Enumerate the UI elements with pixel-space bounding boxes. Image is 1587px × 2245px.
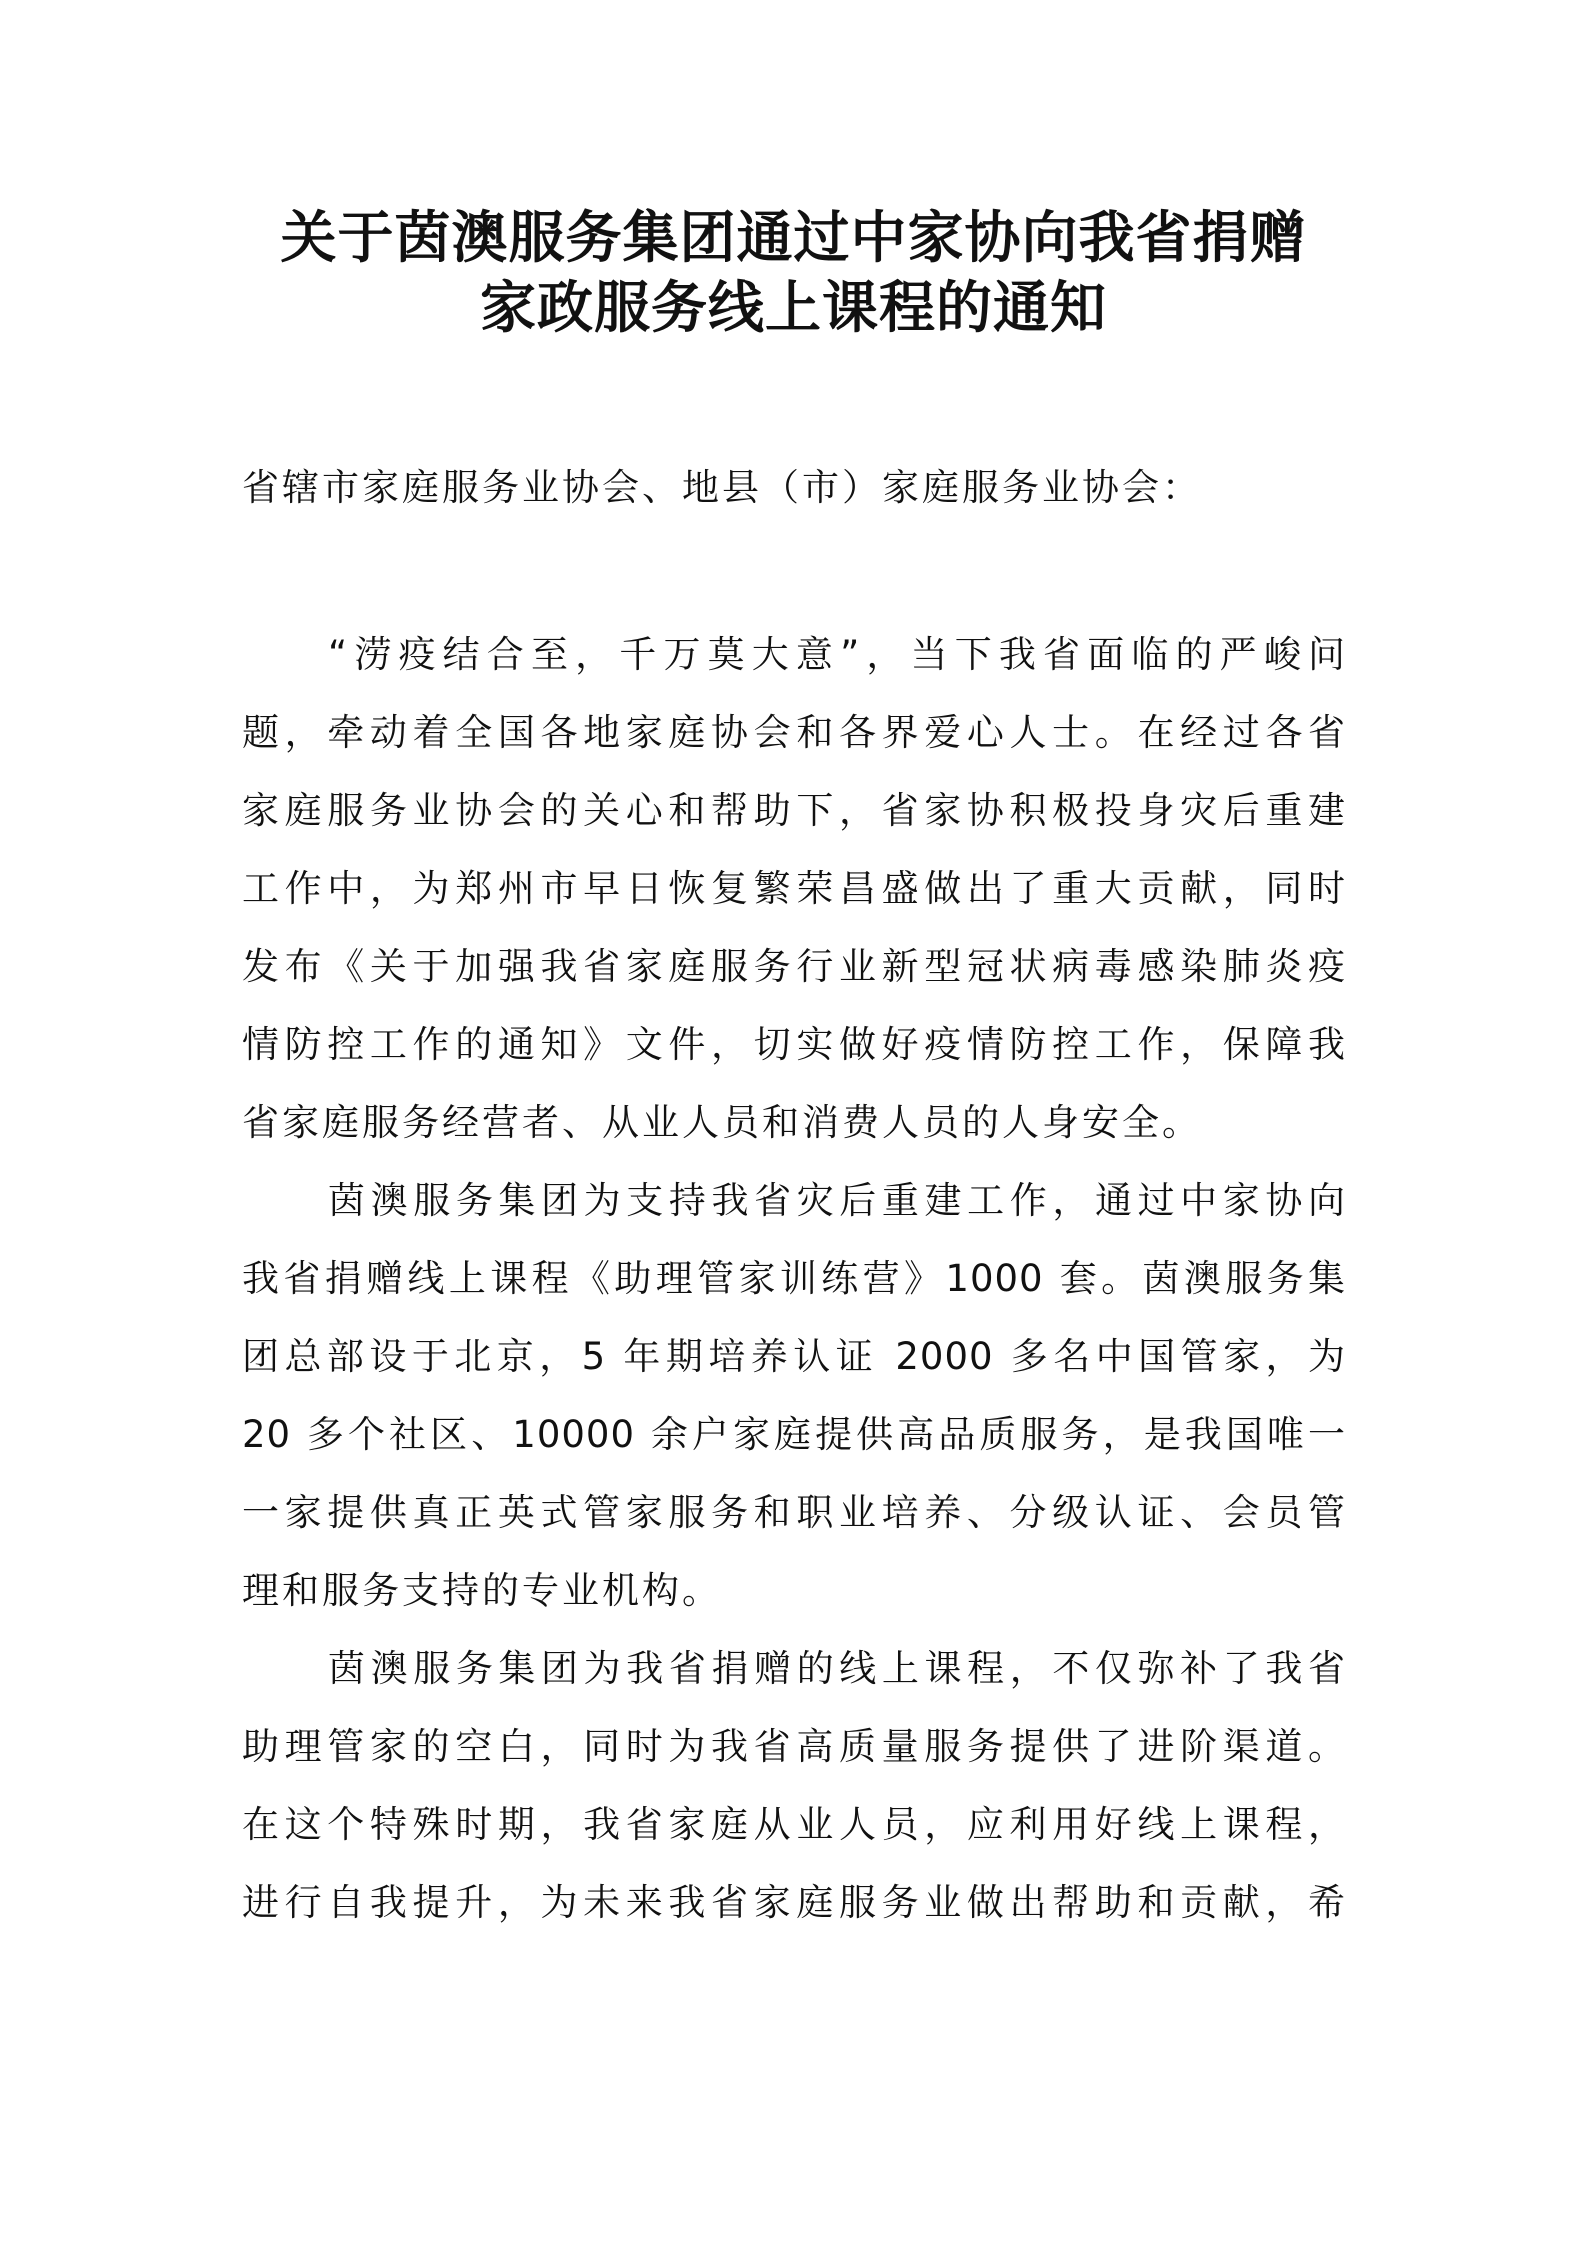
document-title-line-1: 关于茵澳服务集团通过中家协向我省捐赠	[280, 205, 1307, 271]
paragraph-1-line: 发布《关于加强我省家庭服务行业新型冠状病毒感染肺炎疫	[242, 945, 1346, 988]
document-title-line-2: 家政服务线上课程的通知	[480, 275, 1107, 341]
paragraph-2-line: 我省捐赠线上课程《助理管家训练营》1000 套。茵澳服务集	[242, 1257, 1346, 1300]
paragraph-3-line: 在这个特殊时期，我省家庭从业人员，应利用好线上课程，	[242, 1803, 1346, 1846]
salutation: 省辖市家庭服务业协会、地县（市）家庭服务业协会：	[242, 466, 1202, 509]
paragraph-1-line: 情防控工作的通知》文件，切实做好疫情防控工作，保障我	[242, 1023, 1346, 1066]
paragraph-3-line: 助理管家的空白，同时为我省高质量服务提供了进阶渠道。	[242, 1725, 1346, 1768]
paragraph-2-line: 茵澳服务集团为支持我省灾后重建工作，通过中家协向	[328, 1179, 1346, 1222]
paragraph-3-line: 茵澳服务集团为我省捐赠的线上课程，不仅弥补了我省	[328, 1647, 1346, 1690]
paragraph-2-line: 一家提供真正英式管家服务和职业培养、分级认证、会员管	[242, 1491, 1346, 1534]
paragraph-3-line: 进行自我提升，为未来我省家庭服务业做出帮助和贡献，希	[242, 1881, 1346, 1924]
paragraph-1-line: 工作中，为郑州市早日恢复繁荣昌盛做出了重大贡献，同时	[242, 867, 1346, 910]
paragraph-1-line: 家庭服务业协会的关心和帮助下，省家协积极投身灾后重建	[242, 789, 1346, 832]
paragraph-1-line: “涝疫结合至，千万莫大意”，当下我省面临的严峻问	[328, 633, 1346, 676]
paragraph-2-line: 理和服务支持的专业机构。	[242, 1569, 722, 1612]
paragraph-2-line: 团总部设于北京，5 年期培养认证 2000 多名中国管家，为	[242, 1335, 1346, 1378]
paragraph-1-line: 题，牵动着全国各地家庭协会和各界爱心人士。在经过各省	[242, 711, 1346, 754]
paragraph-2-line: 20 多个社区、10000 余户家庭提供高品质服务，是我国唯一	[242, 1413, 1346, 1456]
paragraph-1-line: 省家庭服务经营者、从业人员和消费人员的人身安全。	[242, 1101, 1202, 1144]
